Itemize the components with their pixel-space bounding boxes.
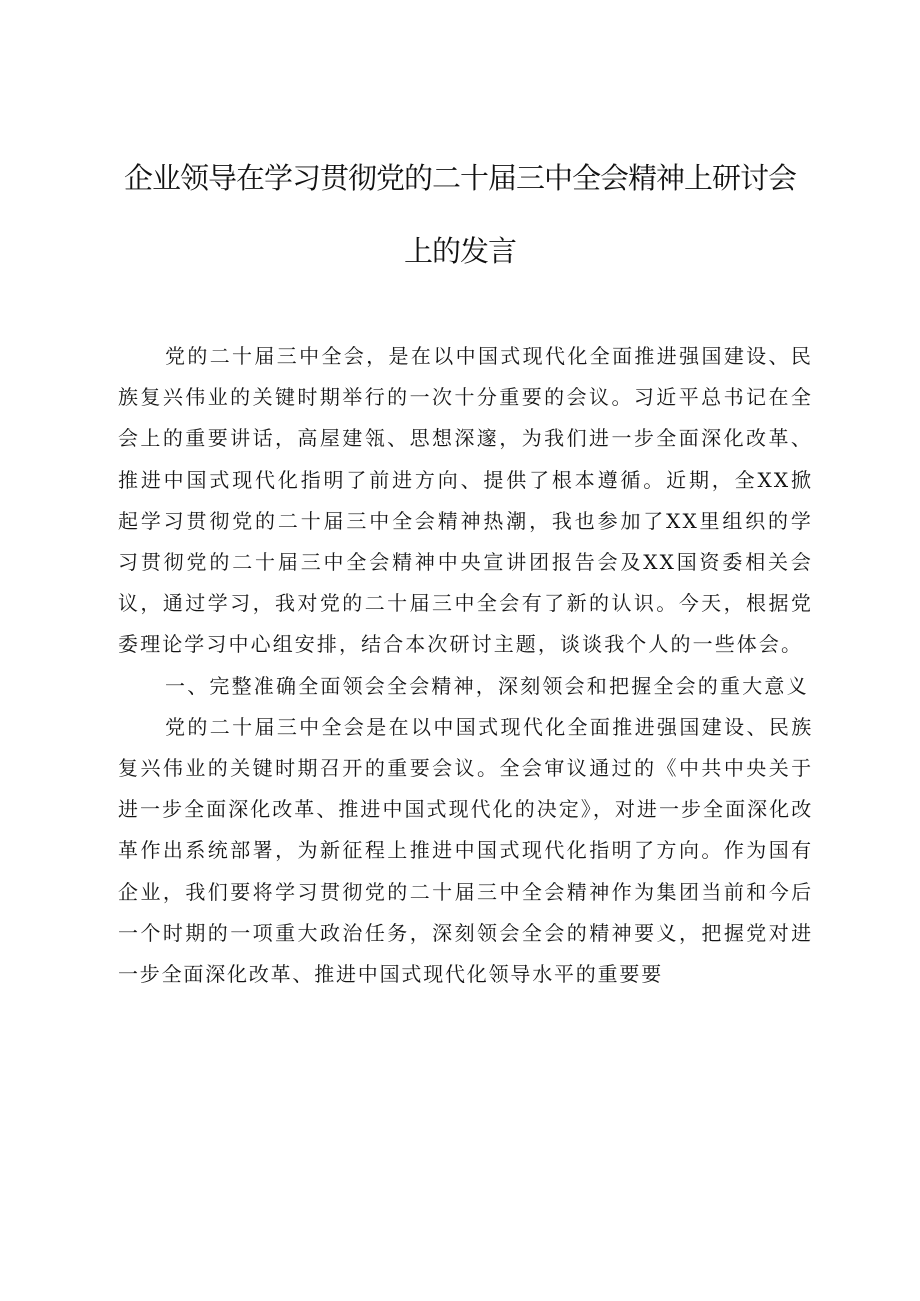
paragraph-section-1: 党的二十届三中全会是在以中国式现代化全面推进强国建设、民族复兴伟业的关键时期召开的重要会议。全会审议通过的《中共中央关于进一步全面深化改革、推进中国式现代化的决定》，对进一步全面深化改革作出系统部署，为新征程上推进中国式现代化指明了方向。作为国有企业，我们要将学习贯彻党的二十届三中全会精神作为集团当前和今后一个时期的一项重大政治任务，深刻领会全会的精神要义，把握党对进一步全面深化改革、推进中国式现代化领导水平的重要要: [118, 714, 813, 987]
document-title: [0, 142, 920, 288]
paragraph-intro: 党的二十届三中全会，是在以中国式现代化全面推进强国建设、民族复兴伟业的关键时期举行的一次十分重要的会议。习近平总书记在全会上的重要讲话，高屋建瓴、思想深邃，为我们进一步全面深化改革、推进中国式现代化指明了前进方向、提供了根本遵循。近期，全XX掀起学习贯彻党的二十届三中全会精神热潮，我也参加了XX里组织的学习贯彻党的二十届三中全会精神中央宣讲团报告会及XX国资委相关会议，通过学习，我对党的二十届三中全会有了新的认识。今天，根据党委理论学习中心组安排，结合本次研讨主题，谈谈我个人的一些体会。: [118, 344, 813, 657]
document-body: [118, 336, 813, 995]
title-line-1: 企业领导在学习贯彻党的二十届三中全会精神上研讨会: [123, 161, 796, 195]
title-line-2: 上的发言: [403, 234, 516, 268]
section-heading-1: 一、完整准确全面领会全会精神，深刻领会和把握全会的重大意义: [165, 673, 809, 698]
